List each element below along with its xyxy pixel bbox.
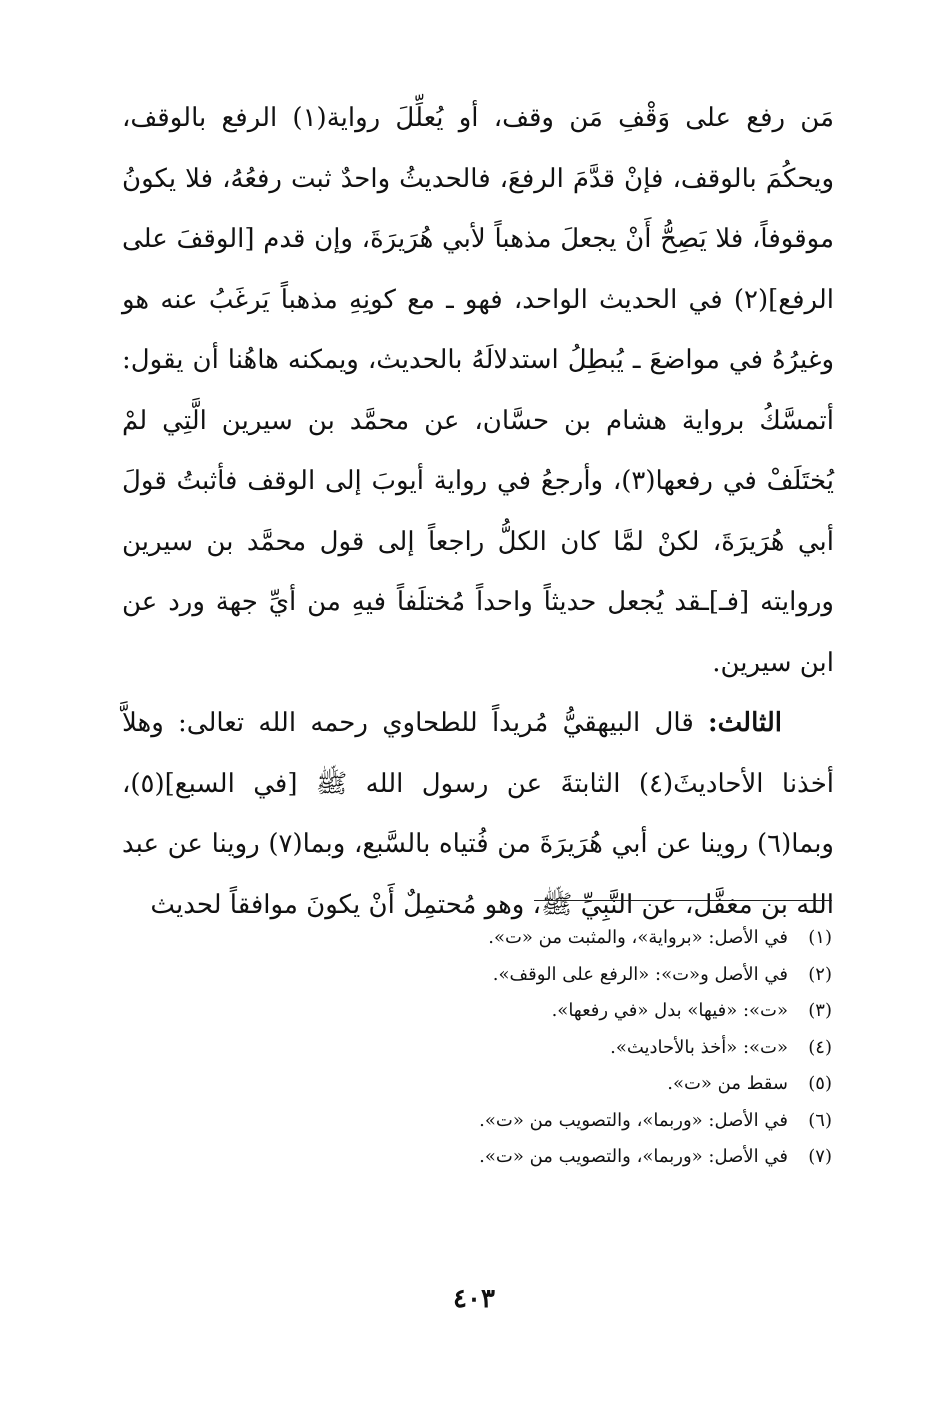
footnote-2 [200,957,832,994]
footnote-separator [534,900,832,901]
footnote-text: في الأصل: «وربما»، والتصويب من «ت». [479,1146,788,1167]
paragraph-2-lead: الثالث: [708,708,783,738]
footnote-number: (٧) [808,1146,832,1167]
footnote-number: (٣) [808,1000,832,1021]
footnote-5 [200,1066,832,1103]
footnote-text: في الأصل: «برواية»، والمثبت من «ت». [488,927,788,948]
footnote-text: «ت»: «أخذ بالأحاديث». [610,1036,788,1058]
footnote-number: (٤) [808,1036,832,1058]
footnote-number: (٥) [808,1073,832,1094]
footnote-1 [200,920,832,957]
footnote-text: في الأصل و«ت»: «الرفع على الوقف». [492,963,788,985]
page-number: ٤٠٣ [453,1284,495,1314]
footnote-text: سقط من «ت». [667,1073,788,1094]
footnote-number: (١) [808,927,832,948]
footnote-number: (٢) [808,963,832,985]
footnote-7 [200,1139,832,1176]
footnote-6 [200,1103,832,1140]
paragraph-1: مَن رفع على وَقْفِ مَن وقف، أو يُعلِّلَ رواية(١) الرفع بالوقف، ويحكُمَ بالوقف، فإنْ قدَّمَ الرفعَ، فالحديثُ واحدٌ ثبت رفعُهُ، فلا يكونُ موقوفاً، فلا يَصِحُّ أَنْ يجعلَ مذهباً لأبي هُرَيرَةَ، وإن قدم [الوقفَ على الرفع](٢) في الحديث الواحد، فهو ـ مع كونِهِ مذهباً يَرغَبُ عنه هو وغيرُهُ في مواضعَ ـ يُبطِلُ استدلالَهُ بالحديث، ويمكنه هاهُنا أن يقول: أتمسَّكُ برواية هشام بن حسَّان، عن محمَّد بن سيرين الَّتِي لمْ يُختَلَفْ في رفعها(٣)، وأرجعُ في رواية أيوبَ إلى الوقف فأثبتُ قولَ أبي هُرَيرَةَ، لكنْ لمَّا كان الكلُّ راجعاً إلى قول محمَّد بن سيرين وروايته [فـ]ـقد يُجعل حديثاً واحداً مُختلَفاً فيهِ من أيِّ جهة ورد عن ابن سيرين. [122,103,835,678]
footnote-3 [200,993,832,1030]
footnote-4 [200,1030,832,1067]
main-text-body [122,88,834,935]
paragraph-2 [122,693,834,935]
footnote-number: (٦) [808,1109,832,1131]
footnote-text: في الأصل: «وربما»، والتصويب من «ت». [479,1109,788,1131]
footnotes [200,920,832,1176]
footnote-text: «ت»: «فيها» بدل «في رفعها». [551,1000,788,1021]
paragraph-2-text: قال البيهقيُّ مُريداً للطحاوي رحمه الله تعالى: وهلاَّ أخذنا الأحاديثَ(٤) الثابتةَ عن رسول الله ﷺ [في السبع](٥)، وبما(٦) روينا عن أبي هُرَيرَةَ من فُتياه بالسَّبع، وبما(٧) روينا عن عبد الله بن مغفَّل، عن النَّبِيِّ ﷺ، وهو مُحتمِلٌ أَنْ يكونَ موافقاً لحديث [122,708,834,920]
